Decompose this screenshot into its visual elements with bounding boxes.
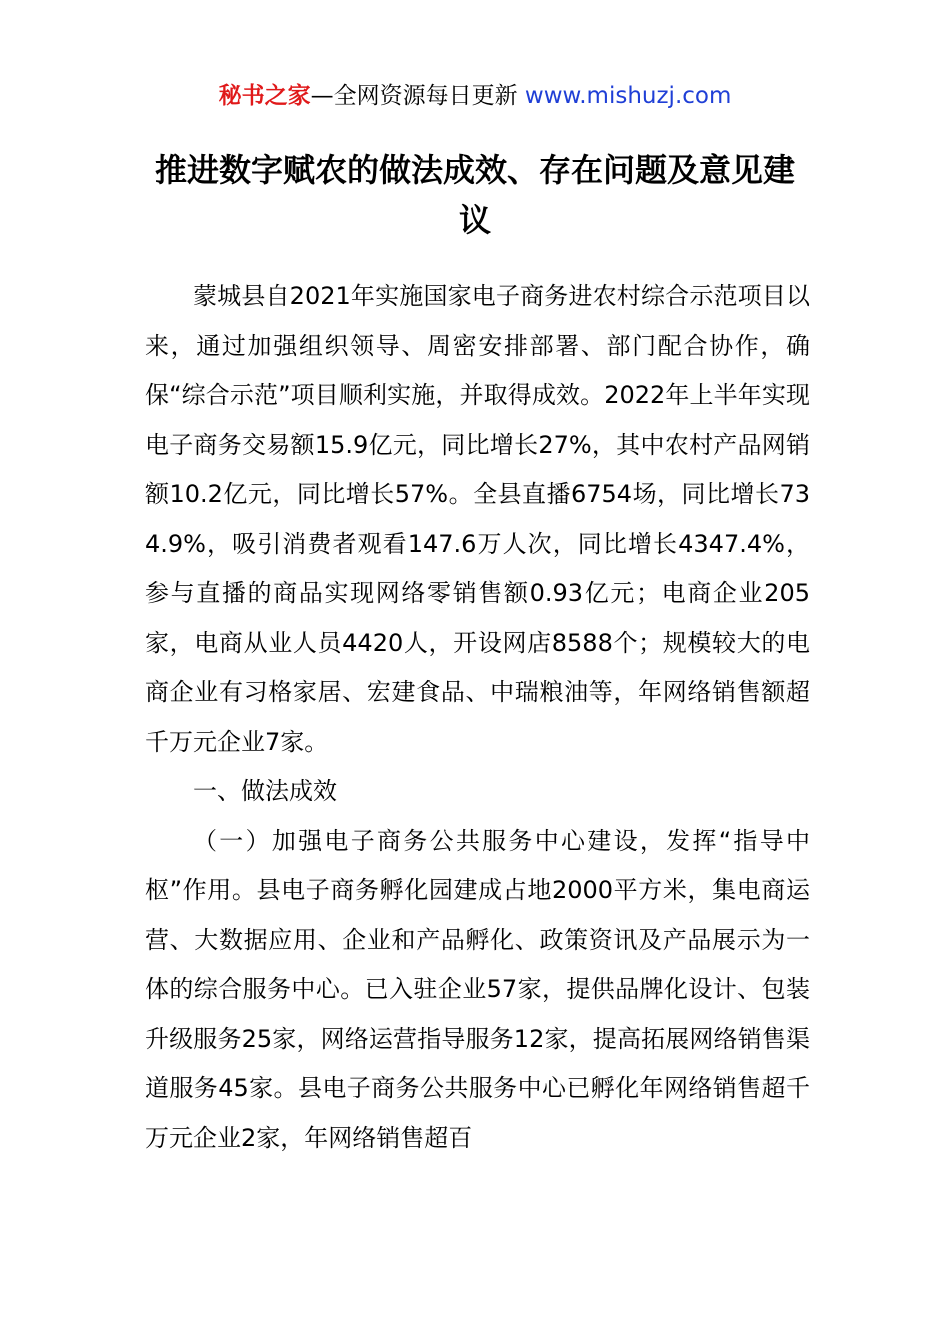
site-brand: 秘书之家	[218, 83, 311, 109]
site-header	[0, 80, 950, 112]
document-title: 推进数字赋农的做法成效、存在问题及意见建议	[154, 151, 795, 239]
site-tagline: —全网资源每日更新	[310, 83, 518, 109]
subsection-paragraph: （一）加强电子商务公共服务中心建设，发挥“指导中枢”作用。县电子商务孵化园建成占地2000平方米，集电商运营、大数据应用、企业和产品孵化、政策资讯及产品展示为一体的综合服务中心。已入驻企业57家，提供品牌化设计、包装升级服务25家，网络运营指导服务12家，提高拓展网络销售渠道服务45家。县电子商务公共服务中心已孵化年网络销售超千万元企业2家，年网络销售超百	[145, 826, 810, 1152]
document-body	[145, 272, 810, 1163]
section-heading: 一、做法成效	[193, 777, 337, 805]
intro-paragraph: 蒙城县自2021年实施国家电子商务进农村综合示范项目以来，通过加强组织领导、周密安排部署、部门配合协作，确保“综合示范”项目顺利实施，并取得成效。2022年上半年实现电子商务交易额15.9亿元，同比增长27%，其中农村产品网销额10.2亿元，同比增长57%。全县直播6754场，同比增长734.9%，吸引消费者观看147.6万人次，同比增长4347.4%，参与直播的商品实现网络零销售额0.93亿元；电商企业205家，电商从业人员4420人，开设网店8588个；规模较大的电商企业有习格家居、宏建食品、中瑞粮油等，年网络销售额超千万元企业7家。	[145, 282, 810, 756]
site-url-link[interactable]: www.mishuzj.com	[524, 83, 732, 109]
